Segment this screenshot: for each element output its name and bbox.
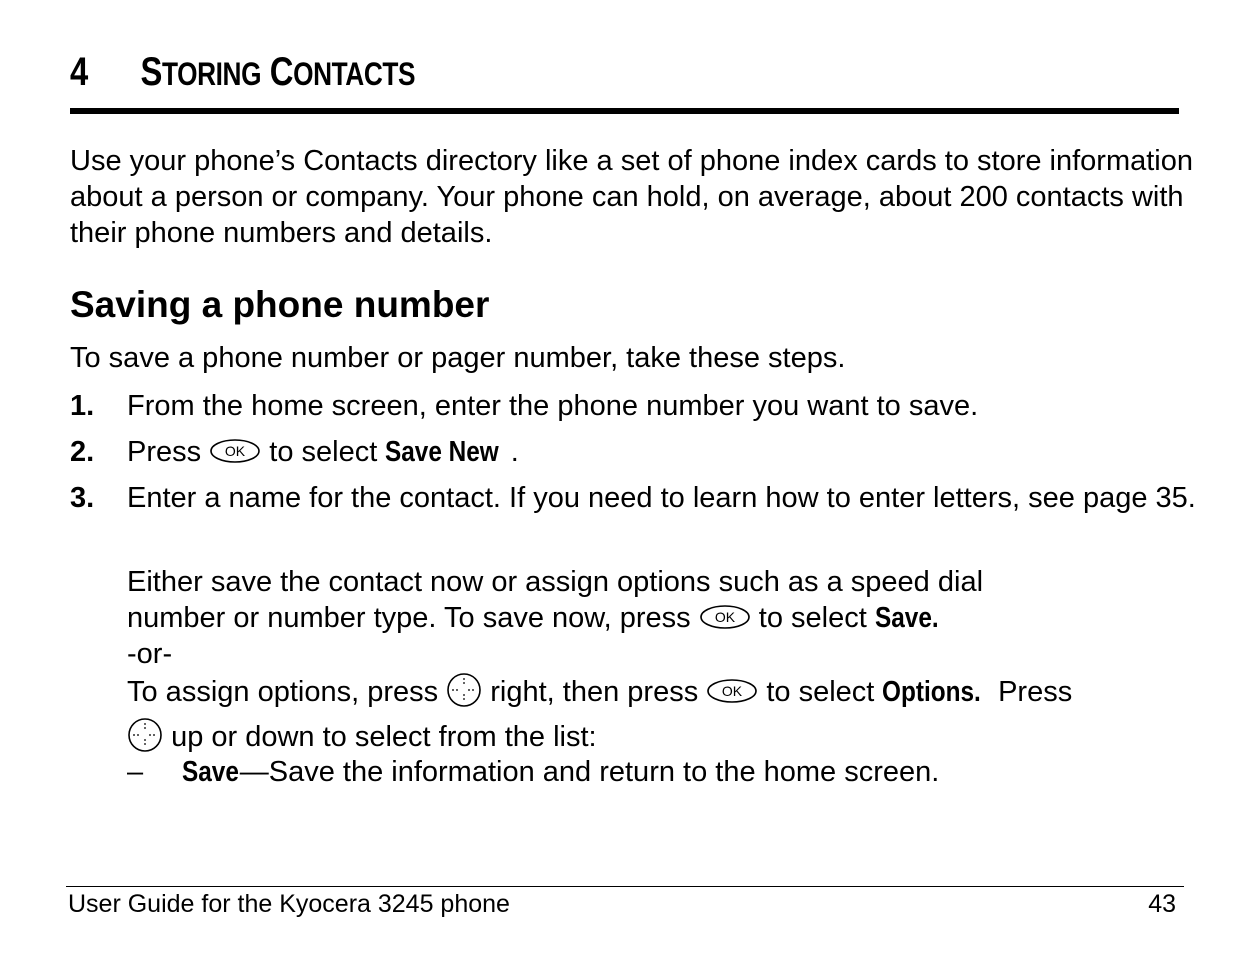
either-line-2: number or number type. To save now, press: [127, 602, 691, 634]
intro-paragraph: Use your phone’s Contacts directory like a set of phone index cards to store information about a person or company. Your phone can hold, on average, about 200 contacts with their phone numbers and details.: [70, 145, 1193, 249]
either-line-1: Either save the contact now or assign options such as a speed dial: [127, 566, 984, 598]
step-text: From the home screen, enter the phone number you want to save.: [127, 390, 979, 422]
list-dash: –: [127, 756, 144, 788]
chapter-title-initial-2: C: [269, 50, 294, 94]
step-text-before: Press: [127, 436, 202, 468]
assign-line-2: up or down to select from the list:: [171, 721, 597, 754]
command-save: Save.: [874, 602, 939, 634]
step-text-after: to select: [269, 436, 378, 468]
list-item-text: [182, 754, 939, 790]
ok-key-label: OK: [714, 608, 735, 625]
step-number: 3.: [70, 482, 95, 514]
command-save: Save: [182, 756, 239, 788]
chapter-title-rest-2: ONTACTS: [293, 56, 416, 92]
chapter-number: 4: [70, 50, 88, 94]
step-number: 1.: [70, 390, 95, 422]
either-line-2-after: to select: [758, 602, 867, 634]
or-text: -or-: [127, 638, 173, 670]
assign-before: To assign options, press: [127, 676, 439, 709]
step-text: [127, 434, 1197, 472]
chapter-heading: [70, 48, 415, 98]
assign-after-ok: to select: [766, 676, 875, 709]
assign-press: Press: [998, 676, 1073, 709]
ok-key-label: OK: [722, 683, 743, 699]
footer-divider: [66, 886, 1184, 887]
chapter-title-rest: TORING: [161, 56, 262, 92]
ok-key-icon: [706, 677, 758, 714]
list-item-description: —Save the information and return to the home screen.: [239, 756, 940, 788]
step-number: 2.: [70, 436, 95, 468]
assign-paragraph: [127, 671, 1207, 761]
footer-guide-title: User Guide for the Kyocera 3245 phone: [68, 890, 510, 918]
either-paragraph: [127, 564, 1187, 638]
footer-page-number: 43: [1148, 890, 1176, 918]
chapter-title-initial: S: [140, 50, 162, 94]
section-title: Saving a phone number: [70, 284, 490, 325]
chapter-divider: [70, 108, 1179, 114]
command-save-new: Save New: [385, 436, 500, 468]
navigation-key-icon: [446, 672, 482, 717]
section-lead: To save a phone number or pager number, take these steps.: [70, 342, 846, 374]
ok-key-icon: [209, 437, 261, 474]
step-end: .: [510, 436, 519, 468]
ok-key-label: OK: [225, 442, 246, 459]
command-options: Options.: [882, 676, 982, 709]
ok-key-icon: [699, 603, 751, 640]
step-text: Enter a name for the contact. If you need to learn how to enter letters, see page 35.: [127, 482, 1196, 514]
assign-after-nav: right, then press: [490, 676, 699, 709]
